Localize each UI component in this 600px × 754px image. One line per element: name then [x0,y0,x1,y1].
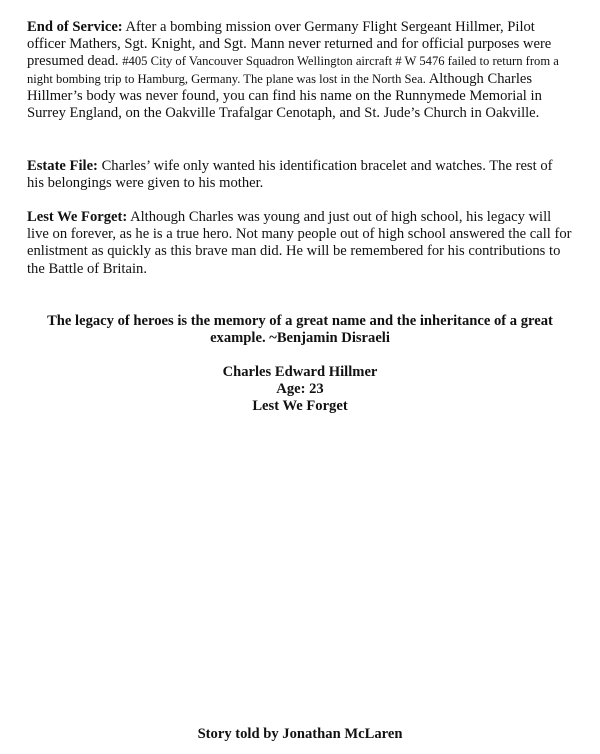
story-credit [20,726,580,743]
end-of-service-text-c: Although Charles Hillmer’s body was never found, you can find his name on the Runnymede Memorial in Surrey England, on the Oakville Trafalgar Cenotaph, and St. Jude’s Church in Oakville. [27,70,542,122]
story-credit-text: Story told by Jonathan McLaren [197,726,403,742]
quote-line-2: example. ~Benjamin Disraeli [210,330,390,347]
estate-file-paragraph [27,158,572,192]
memorial-block [20,364,580,416]
memorial-tagline: Lest We Forget [252,398,348,415]
end-of-service-text-b: #405 City of Vancouver Squadron Wellington aircraft # W 5476 failed to return from a night bombing trip to Hamburg, Germany. The plane was lost in the North Sea. [27,54,559,86]
estate-file-text: Charles’ wife only wanted his identification bracelet and watches. The rest of his belongings were given to his mother. [27,158,553,192]
disraeli-quote [20,313,580,347]
memorial-name: Charles Edward Hillmer [222,364,378,380]
lest-we-forget-text: Although Charles was young and just out of high school, his legacy will live on forever, as he is a true hero. Not many people out of high school answered the call for enlistment as quickly as this brave man did. He will be remembered for his contributions to the Battle of Britain. [27,209,572,277]
estate-file-heading: Estate File: [27,158,98,174]
end-of-service-text-a: After a bombing mission over Germany Flight Sergeant Hillmer, Pilot officer Mathers, Sgt. Knight, and Sgt. Mann never returned and for official purposes were presumed dead. [27,19,552,70]
end-of-service-paragraph [27,19,572,122]
lest-we-forget-paragraph [27,209,572,278]
quote-line-1: The legacy of heroes is the memory of a great name and the inheritance of a great [47,313,553,329]
lest-we-forget-heading: Lest We Forget: [27,209,128,225]
memorial-age: Age: 23 [276,381,324,398]
end-of-service-heading: End of Service: [27,19,123,35]
